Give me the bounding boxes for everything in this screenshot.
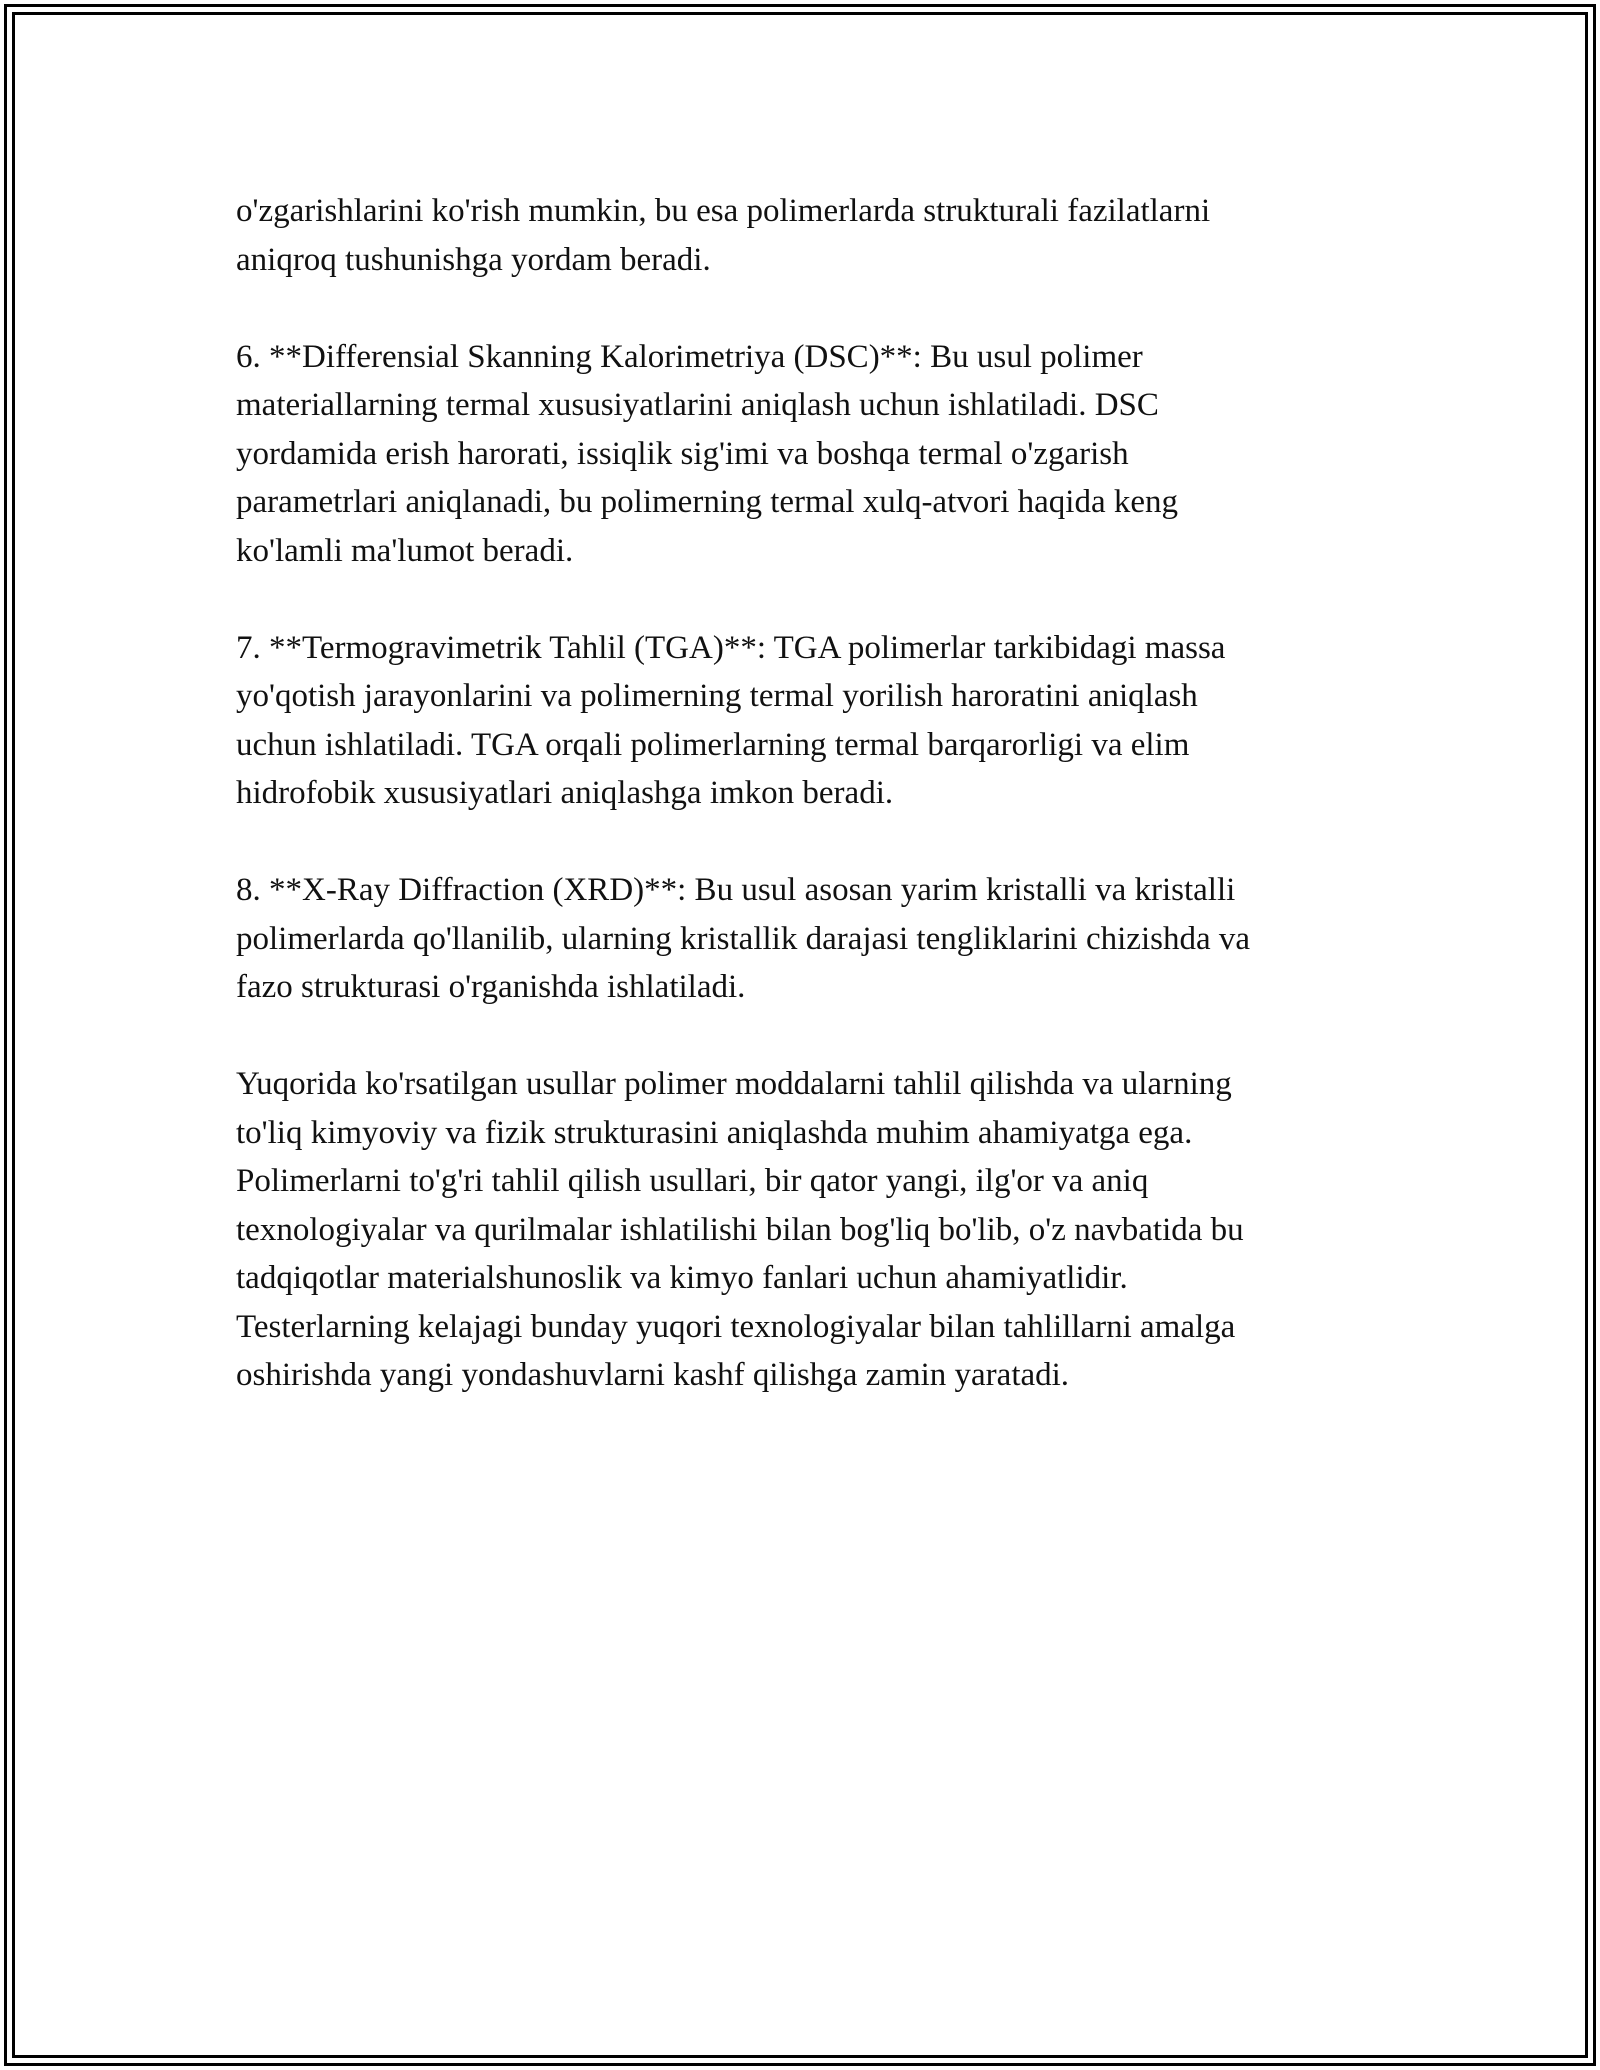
paragraph-tga: 7. **Termogravimetrik Tahlil (TGA)**: TGA polimerlar tarkibidagi massa yo'qotish jarayonlarini va polimerning termal yorilish haroratini aniqlash uchun ishlatiladi. TGA orqali polimerlarning termal barqarorligi va elim hidrofobik xususiyatlari aniqlashga imkon beradi. (236, 629, 1226, 811)
paragraph-dsc: 6. **Differensial Skanning Kalorimetriya (DSC)**: Bu usul polimer materiallarning termal xususiyatlarini aniqlash uchun ishlatiladi. DSC yordamida erish harorati, issiqlik sig'imi va boshqa termal o'zgarish parametrlari aniqlanadi, bu polimerning termal xulq-atvori haqida keng ko'lamli ma'lumot beradi. (236, 338, 1179, 569)
paragraph-continuation: o'zgarishlarini ko'rish mumkin, bu esa polimerlarda strukturali fazilatlarni aniqroq tushunishga yordam beradi. (236, 193, 1211, 278)
paragraph-xrd: 8. **X-Ray Diffraction (XRD)**: Bu usul asosan yarim kristalli va kristalli polimerlarda qo'llanilib, ularning kristallik darajasi tengliklarini chizishda va fazo strukturasi o'rganishda ishlatiladi. (236, 872, 1250, 1005)
document-body (236, 187, 1386, 1448)
paragraph-conclusion: Yuqorida ko'rsatilgan usullar polimer moddalarni tahlil qilishda va ularning to'liq kimyoviy va fizik strukturasini aniqlashda muhim ahamiyatga ega. Polimerlarni to'g'ri tahlil qilish usullari, bir qator yangi, ilg'or va aniq texnologiyalar va qurilmalar ishlatilishi bilan bog'liq bo'lib, o'z navbatida bu tadqiqotlar materialshunoslik va kimyo fanlari uchun ahamiyatlidir. Testerlarning kelajagi bunday yuqori texnologiyalar bilan tahlillarni amalga oshirishda yangi yondashuvlarni kashf qilishga zamin yaratadi. (236, 1066, 1244, 1393)
